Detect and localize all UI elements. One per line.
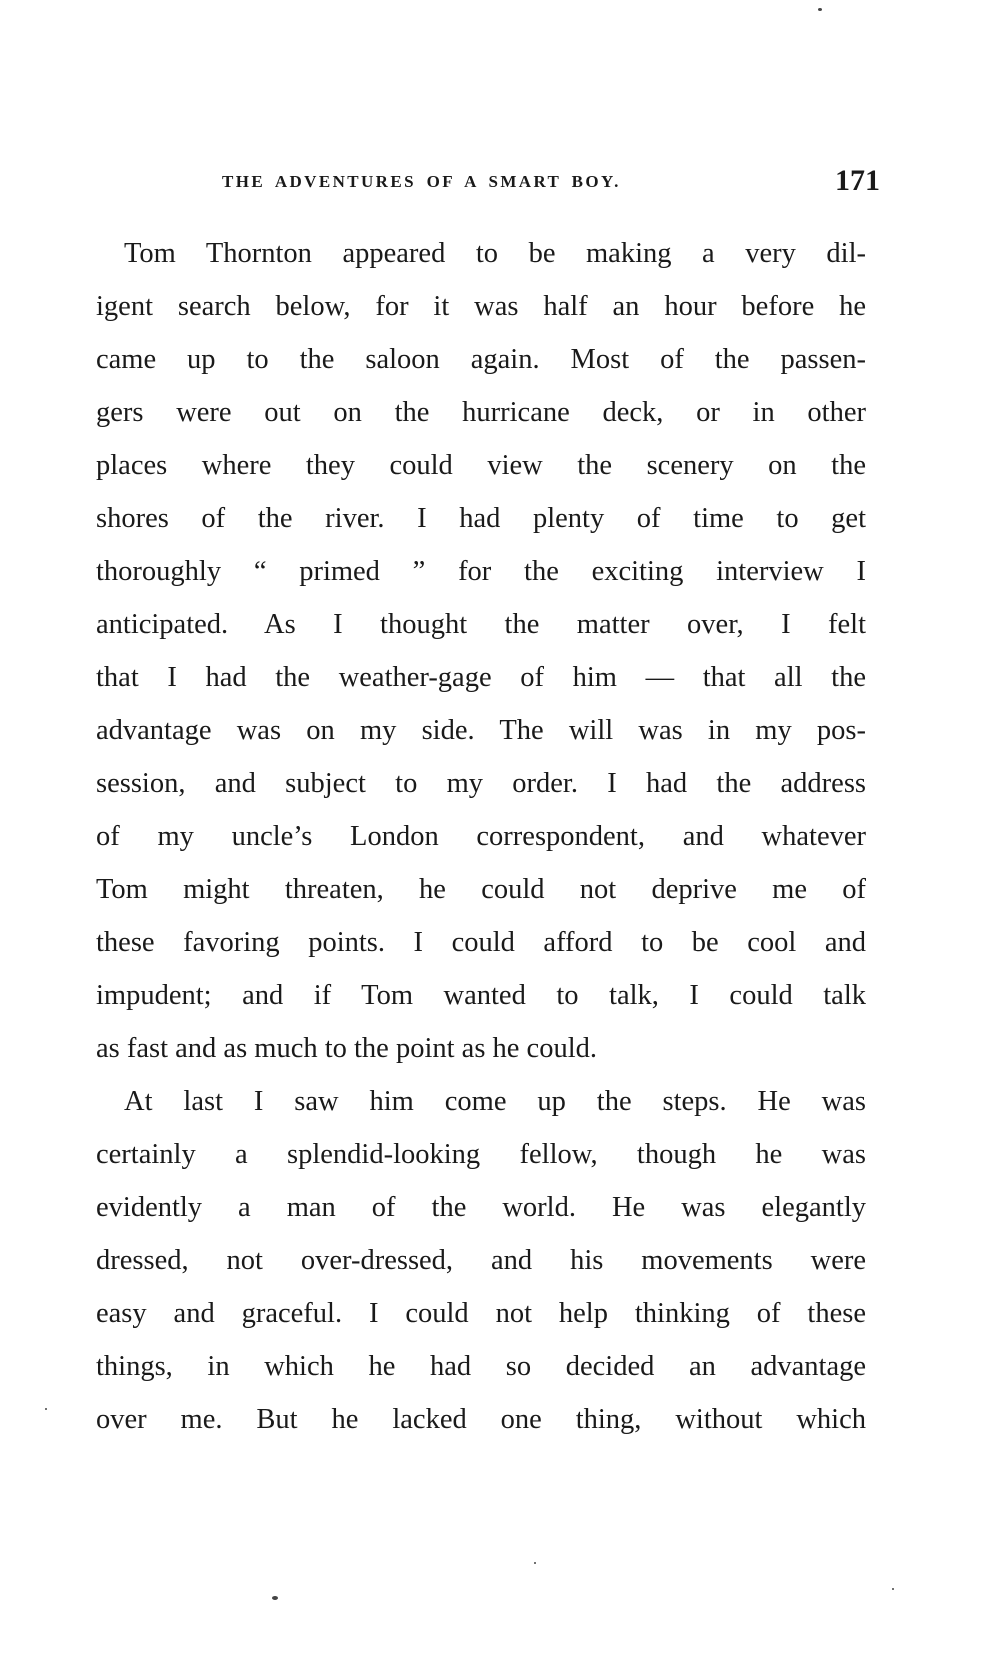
text-line: advantage was on my side. The will was in my pos-: [96, 715, 866, 746]
text-line: igent search below, for it was half an hour before he: [96, 291, 866, 322]
scan-speck: [892, 1588, 894, 1590]
text-line: impudent; and if Tom wanted to talk, I could talk: [96, 980, 866, 1011]
text-line: session, and subject to my order. I had the address: [96, 768, 866, 799]
text-line: easy and graceful. I could not help thinking of these: [96, 1298, 866, 1329]
text-line: thoroughly “ primed ” for the exciting interview I: [96, 556, 866, 587]
paragraph-1: [96, 227, 866, 1075]
text-line: over me. But he lacked one thing, without which: [96, 1404, 866, 1435]
text-line: evidently a man of the world. He was elegantly: [96, 1192, 866, 1223]
text-line: places where they could view the scenery on the: [96, 450, 866, 481]
running-head: [222, 160, 880, 200]
scan-speck: [818, 8, 822, 11]
scan-speck: [534, 1562, 536, 1564]
page-number: 171: [835, 164, 880, 197]
text-line: Tom might threaten, he could not deprive me of: [96, 874, 866, 905]
text-line: of my uncle’s London correspondent, and whatever: [96, 821, 866, 852]
text-line: came up to the saloon again. Most of the passen-: [96, 344, 866, 375]
scan-speck: [272, 1596, 278, 1600]
text-line: certainly a splendid-looking fellow, though he was: [96, 1139, 866, 1170]
text-line: dressed, not over-dressed, and his movements were: [96, 1245, 866, 1276]
text-line: At last I saw him come up the steps. He was: [124, 1086, 866, 1117]
text-line: as fast and as much to the point as he could.: [96, 1033, 598, 1064]
text-line: gers were out on the hurricane deck, or in other: [96, 397, 866, 428]
running-title: THE ADVENTURES OF A SMART BOY.: [222, 172, 621, 191]
text-line: these favoring points. I could afford to be cool and: [96, 927, 866, 958]
paragraph-2: [96, 1075, 866, 1446]
text-line: things, in which he had so decided an advantage: [96, 1351, 866, 1382]
text-line: anticipated. As I thought the matter over, I felt: [96, 609, 866, 640]
scan-speck: [45, 1408, 47, 1410]
text-line: Tom Thornton appeared to be making a very dil-: [124, 238, 866, 269]
text-line: that I had the weather-gage of him — that all the: [96, 662, 866, 693]
body-text: [96, 227, 866, 1446]
text-line: shores of the river. I had plenty of time to get: [96, 503, 866, 534]
